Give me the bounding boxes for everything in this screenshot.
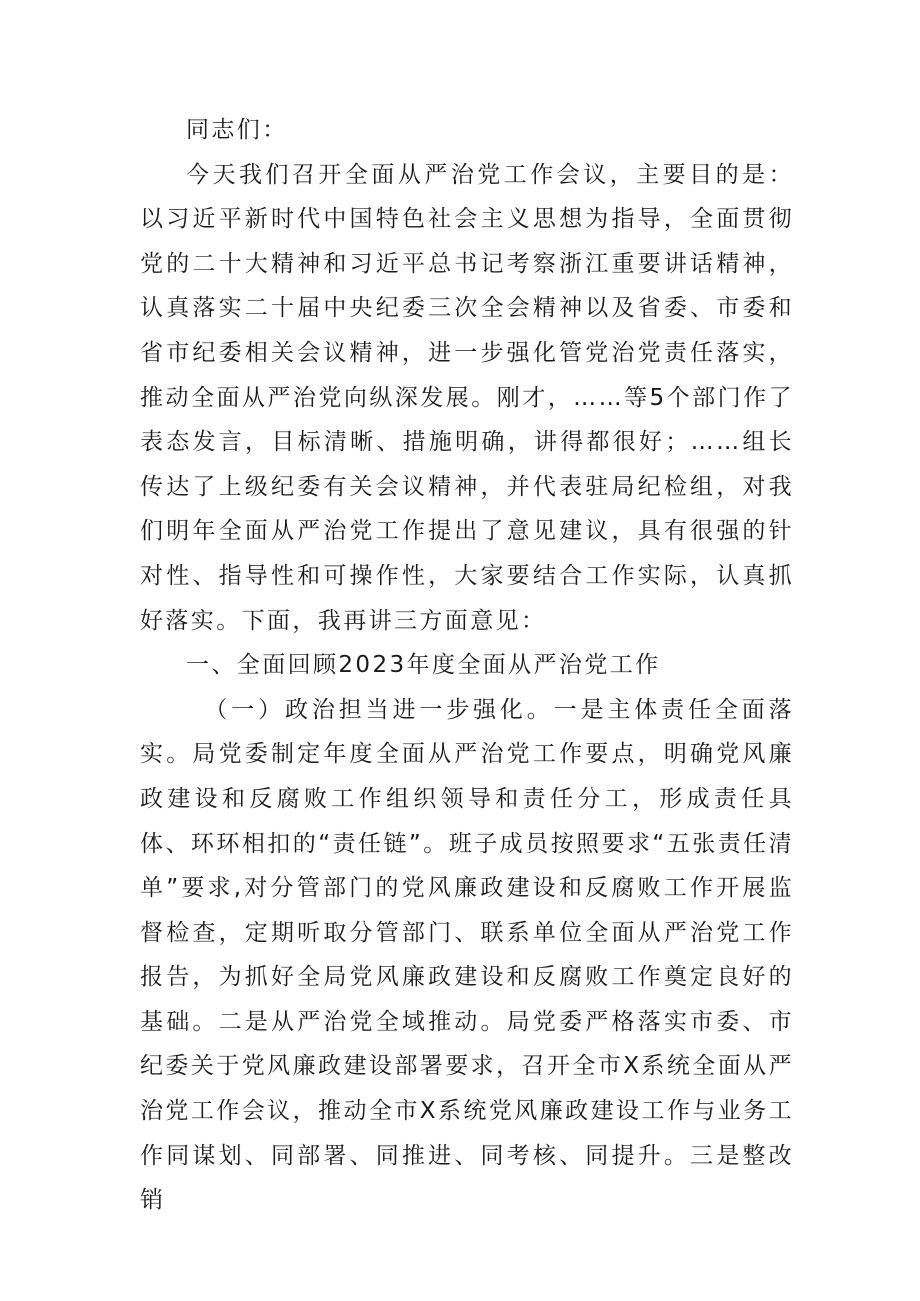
subsection-paragraph: （一）政治担当进一步强化。一是主体责任全面落实。局党委制定年度全面从严治党工作要点，明确党风廉政建设和反腐败工作组织领导和责任分工，形成责任具体、环环相扣的“责任链”。班子成员按照要求“五张责任清单”要求,对分管部门的党风廉政建设和反腐败工作开展监督检查，定期听取分管部门、联系单位全面从严治党工作报告，为抓好全局党风廉政建设和反腐败工作奠定良好的基础。二是从严治党全域推动。局党委严格落实市委、市纪委关于党风廉政建设部署要求，召开全市X系统全面从严治党工作会议，推动全市X系统党风廉政建设工作与业务工作同谋划、同部署、同推进、同考核、同提升。三是整改销 xyxy=(140,696,794,1214)
salutation: 同志们： xyxy=(186,117,288,143)
intro-paragraph: 今天我们召开全面从严治党工作会议，主要目的是：以习近平新时代中国特色社会主义思想为指导，全面贯彻党的二十大精神和习近平总书记考察浙江重要讲话精神，认真落实二十届中央纪委三次全会精神以及省委、市委和省市纪委相关会议精神，进一步强化管党治党责任落实，推动全面从严治党向纵深发展。刚才，……等5个部门作了表态发言，目标清晰、措施明确，讲得都很好；……组长传达了上级纪委有关会议精神，并代表驻局纪检组，对我们明年全面从严治党工作提出了意见建议，具有很强的针对性、指导性和可操作性，大家要结合工作实际，认真抓好落实。下面，我再讲三方面意见： xyxy=(140,161,794,634)
section-heading: 一、全面回顾2023年度全面从严治党工作 xyxy=(186,652,661,679)
document-body xyxy=(140,108,794,1223)
